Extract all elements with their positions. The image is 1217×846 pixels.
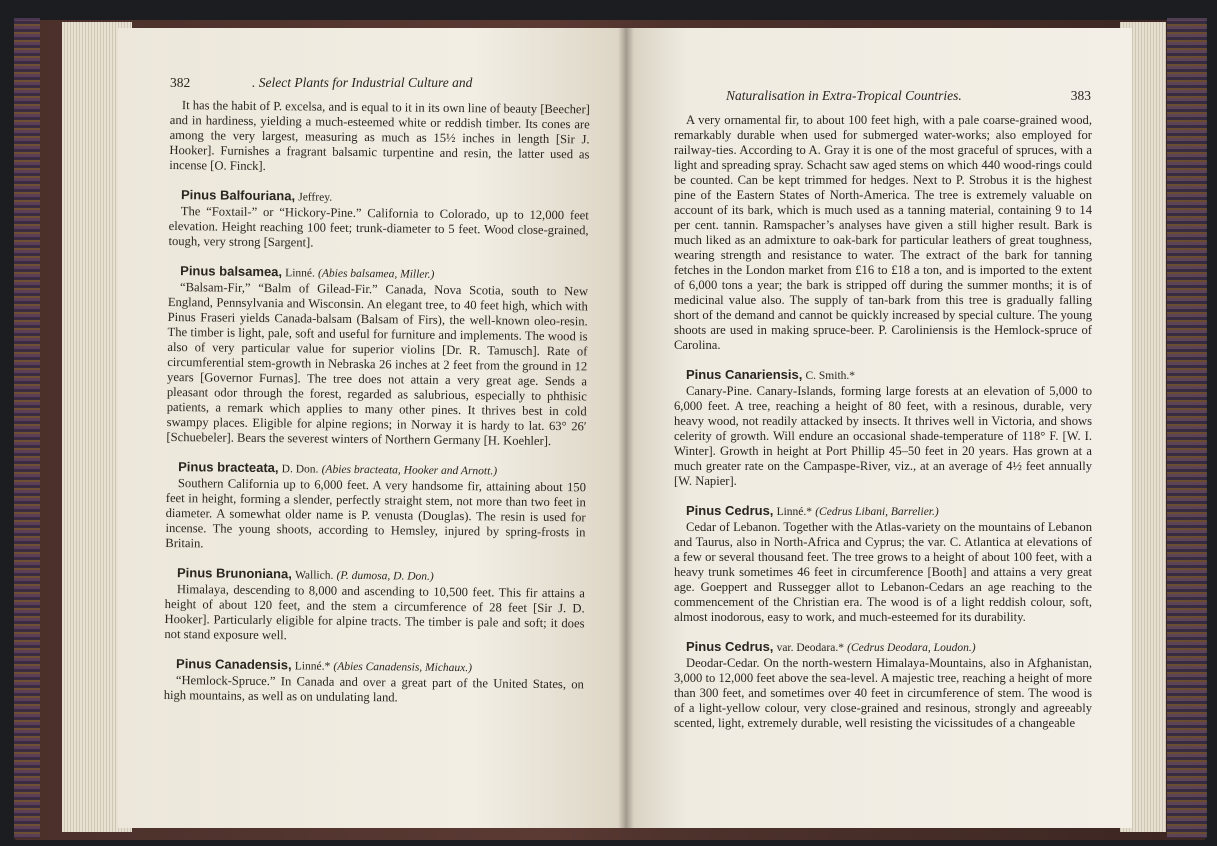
left-running-head: . Select Plants for Industrial Culture and <box>252 75 473 90</box>
species-synonym: (Cedrus Libani, Barrelier.) <box>815 506 939 518</box>
species-authority: Linné.* <box>294 660 331 673</box>
right-page <box>626 28 1132 828</box>
species-authority: Jeffrey. <box>298 191 333 204</box>
species-synonym: (Abies balsamea, Miller.) <box>318 267 435 281</box>
species-authority: Wallich. <box>294 569 334 582</box>
right-page-number: 383 <box>1070 88 1091 103</box>
species-description: Himalaya, descending to 8,000 and ascending to 10,500 feet. This fir attains a height of about 120 feet, and the stem a circumference of 28 feet [Sir J. D. Hooker]. Particularly eligible for alpine tracts. The timber is pale and soft; it does not stand exposure well. <box>164 582 585 643</box>
book-gutter <box>618 28 634 828</box>
species-name: Pinus Canariensis, <box>686 367 803 382</box>
species-authority: D. Don. <box>281 463 319 476</box>
species-name: Pinus Cedrus, <box>686 639 774 654</box>
species-description: “Balsam-Fir,” “Balm of Gilead-Fir.” Canada, Nova Scotia, south to New England, Pennsylvania and Wisconsin. An elegant tree, to 40 feet high, which with Pinus Fraseri yields Canada-balsam (Balsam of Firs), the well-known oleo-resin. The timber is light, pale, soft and useful for furniture and implements. The wood is also of very particular value for superior violins [Dr. R. Tamusch]. Rate of circumferential stem-growth in Nebraska 26 inches at 2 feet from the ground in 12 years [Governor Furnas]. The tree does not attain a very great age. Sends a pleasant odor through the forest, regarded as salubrious, especially to phthisic patients, a remark which applies to many other pines. It thrives best in cold swampy places. Eligible for alpine regions; in Norway it is hardy to lat. 63° 26′ [Schuebeler]. Bears the severest winters of Northern Germany [H. Koehler]. <box>166 280 589 449</box>
species-authority: C. Smith.* <box>805 370 856 382</box>
right-text-column <box>674 113 1092 731</box>
species-description: Southern California up to 6,000 feet. A very handsome fir, attaining about 150 feet in height, forming a slender, perfectly straight stem, not more than two feet in diameter. A somewhat older name is P. venusta (Douglas). The resin is used for incense. The young shoots, according to Hemsley, injured by spring-frosts in Britain. <box>165 476 587 551</box>
species-authority: Linné.* <box>776 506 813 518</box>
cover-marbled-edge-left <box>14 18 40 838</box>
species-heading <box>674 367 1092 384</box>
species-synonym: (Abies Canadensis, Michaux.) <box>333 660 473 675</box>
species-synonym: (Abies bracteata, Hooker and Arnott.) <box>321 463 498 478</box>
species-description: Canary-Pine. Canary-Islands, forming large forests at an elevation of 5,000 to 6,000 feet. A tree, reaching a height of 80 feet, with a resinous, durable, very heavy wood, not readily attacked by insects. It thrives well in Victoria, and shows celerity of growth. Will endure an occasional shade-temperature of 118° F. [W. I. Winter]. Growth in height at Port Phillip 45–50 feet in 20 years. Has grown at a much greater rate on the Campaspe-River, viz., at an average of 4½ feet annually [W. Napier]. <box>674 384 1092 488</box>
cover-marbled-edge-right <box>1167 18 1207 838</box>
species-name: Pinus Balfouriana, <box>180 187 296 204</box>
species-synonym: (Cedrus Deodara, Loudon.) <box>847 642 976 654</box>
species-entry <box>165 459 586 555</box>
left-opening-paragraph: It has the habit of P. excelsa, and is equal to it in its own line of beauty [Beecher] and in hardiness, yielding a much-esteemed white or reddish timber. Its cones are among the very largest, measuring as much as 15½ inches in length [Sir J. Hooker]. Furnishes a fragrant balsamic turpentine and resin, the latter used as incense [O. Finck]. <box>169 98 590 174</box>
species-synonym: (P. dumosa, D. Don.) <box>336 569 434 583</box>
species-entry <box>168 187 589 253</box>
right-opening-paragraph: A very ornamental fir, to about 100 feet high, with a pale coarse-grained wood, remarkably durable when used for submerged water-works; also employed for railway-ties. According to A. Gray it is one of the most graceful of spruces, with a light and spreading spray. Schacht saw aged stems on which 440 wood-rings could be counted. Can be kept trimmed for hedges. Next to P. Strobus it is the highest pine of the Eastern States of North-America. The tree is extremely valuable on account of its bark, which is much used as a tanning material, containing 9 to 14 per cent. tannin. Ramspacher’s analyses have given a still higher result. Bark is much liked as an admixture to oak-bark for particular leathers of great toughness, wearing strength and resistance to water. The extract of the bark for tanning fetches in the London market from £16 to £18 a ton, and is imported to the extent of 6,000 tons a year; the bark is stripped off during the summer months; it is of medicinal value also. The supply of tan-bark from this tree is gradually falling short of the demand and cannot be quickly increased by special culture. The young shoots are used in making spruce-beer. P. Caroliniensis is the Hemlock-spruce of Carolina. <box>674 113 1092 352</box>
left-text-column <box>164 98 590 707</box>
species-name: Pinus Canadensis, <box>175 656 292 673</box>
species-description: Cedar of Lebanon. Together with the Atlas-variety on the mountains of Lebanon and Taurus, also in North-Africa and Cyprus; the var. C. Atlantica at elevations of a few or several thousand feet. The tree grows to a height of about 100 feet, with a heavy trunk sometimes 46 feet in circumference [Booth] and attains a very great age. Goeppert and Russegger allot to Lebanon-Cedars an age reaching to the commencement of the Christian era. The wood is of a light reddish colour, soft, almost inodorous, easy to work, and much-esteemed for its durability. <box>674 520 1092 624</box>
species-entry <box>674 503 1092 625</box>
species-entry <box>674 639 1092 731</box>
species-authority: var. Deodara.* <box>776 642 844 654</box>
left-page <box>118 28 626 828</box>
species-description: Deodar-Cedar. On the north-western Himalaya-Mountains, also in Afghanistan, 3,000 to 12,000 feet above the sea-level. A majestic tree, reaching a height of more than 300 feet, and sometimes over 40 feet in circumference of stem. The wood is of a light-yellow colour, very close-grained and resinous, strongly and agreeably scented, light, extremely durable, well resisting the vicissitudes of a changeable <box>674 656 1092 730</box>
species-entry <box>674 367 1092 489</box>
species-heading <box>674 639 1092 656</box>
species-name: Pinus bracteata, <box>178 459 279 476</box>
species-entry <box>164 565 585 646</box>
species-name: Pinus Cedrus, <box>686 503 774 518</box>
species-name: Pinus Brunoniana, <box>176 565 292 582</box>
species-authority: Linné. <box>285 267 315 280</box>
right-running-head: Naturalisation in Extra-Tropical Countries. <box>726 88 962 103</box>
species-description: “Hemlock-Spruce.” In Canada and over a great part of the United States, on high mountains, as well as on undulating land. <box>163 673 584 705</box>
species-description: The “Foxtail-” or “Hickory-Pine.” California to Colorado, up to 12,000 feet elevation. Height reaching 100 feet; trunk-diameter to 5 feet. Wood close-grained, tough, very strong [Sargent]. <box>168 204 589 250</box>
species-entry <box>164 656 584 707</box>
species-name: Pinus balsamea, <box>180 263 283 280</box>
species-heading <box>674 503 1092 520</box>
left-page-number: 382 <box>170 75 191 90</box>
species-entry <box>166 263 588 449</box>
